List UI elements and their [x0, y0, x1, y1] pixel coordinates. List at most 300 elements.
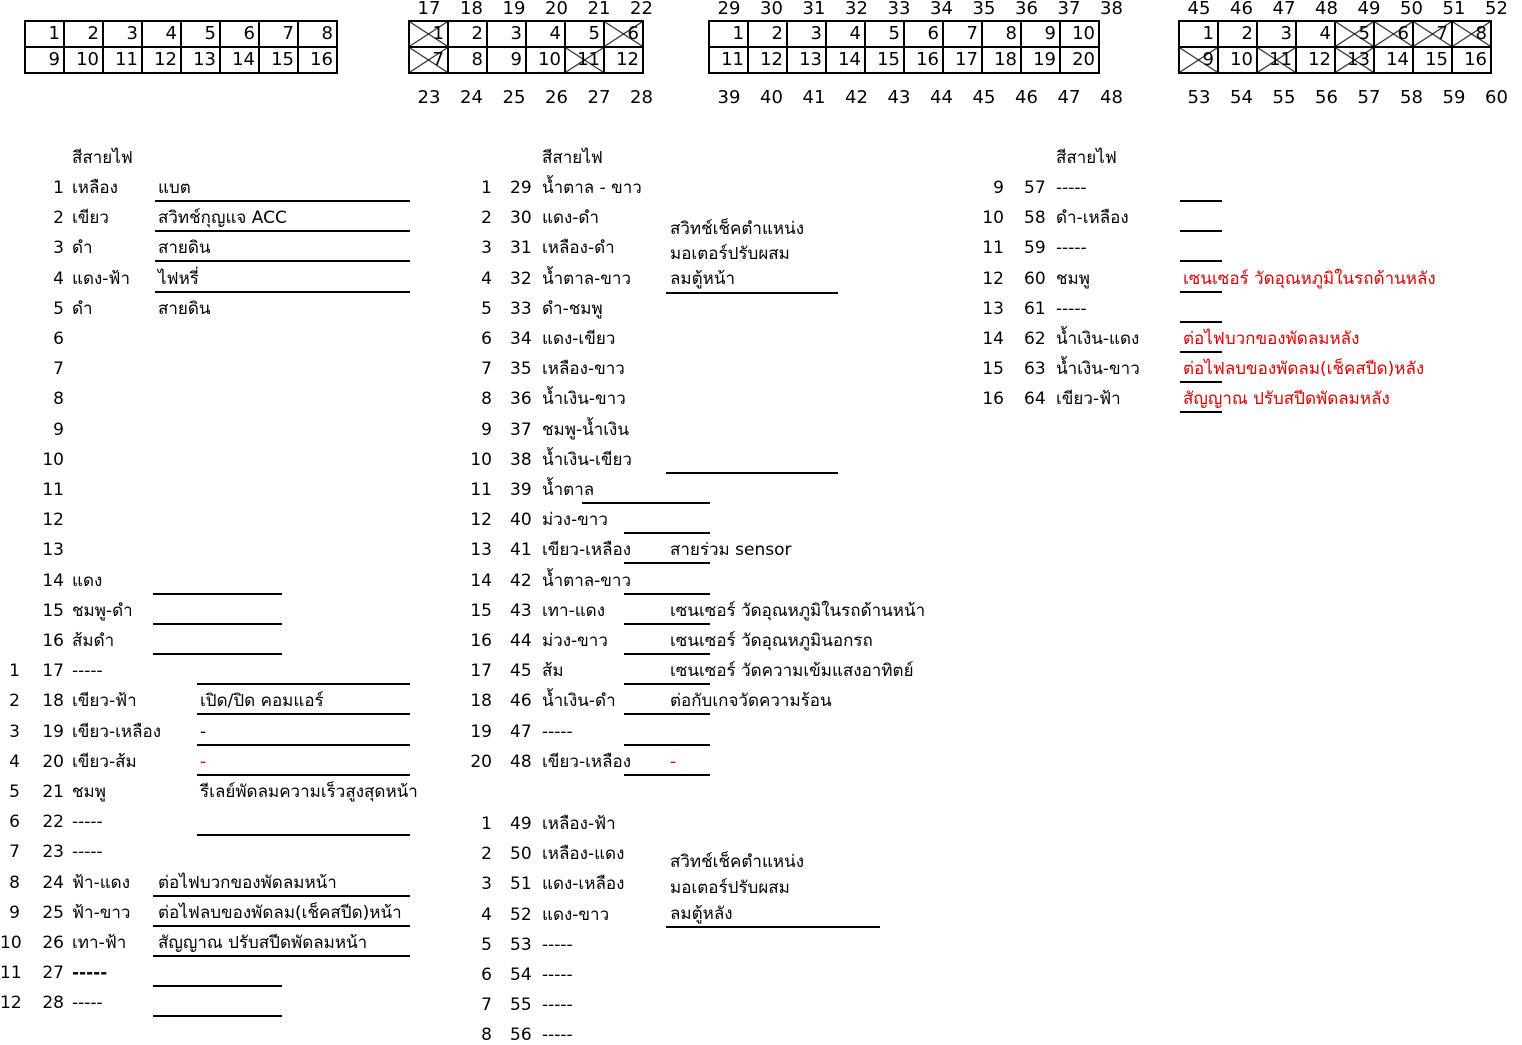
underline: [1180, 351, 1222, 353]
underline: [153, 925, 410, 927]
wire-color: เหลือง-แดง: [542, 844, 625, 865]
row-pin-number: 47: [510, 721, 532, 742]
motor-rear-label: มอเตอร์ปรับผสม: [670, 878, 790, 898]
wire-color: ฟ้า-แดง: [72, 872, 131, 893]
connector-pin-unused: 6: [1374, 21, 1413, 47]
pin-number-bottom: 42: [845, 87, 868, 108]
underline: [1180, 411, 1222, 413]
row-sub-number: 7: [9, 842, 20, 863]
motor-rear-label: ลมตู้หลัง: [670, 904, 733, 924]
row-pin-number: 42: [510, 570, 532, 591]
row-pin-number: 43: [510, 600, 532, 621]
row-pin-number: 58: [1024, 208, 1046, 229]
pin-number-top: 32: [845, 0, 868, 19]
connector-pin: 12: [604, 47, 643, 73]
wire-function: ต่อไฟลบของพัดลม(เช็คสปีด)หน้า: [158, 902, 402, 923]
wire-function: -: [670, 751, 677, 772]
pin-number-top: 20: [545, 0, 568, 19]
underline: [582, 502, 710, 504]
pin-number-bottom: 23: [417, 87, 441, 108]
motor-front-label: สวิทช์เช็คตำแหน่ง: [670, 219, 805, 239]
pin-number-bottom: 39: [717, 87, 741, 108]
row-pin-number: 17: [42, 661, 64, 682]
wire-color: ม่วง-ขาว: [542, 631, 608, 651]
connector-pin-unused: 1: [409, 21, 448, 47]
row-pin-number: 5: [53, 298, 64, 319]
connector-pin: 2: [748, 21, 787, 47]
col1-header: สีสายไฟ: [72, 148, 133, 168]
row-pin-number: 62: [1024, 329, 1046, 349]
connector-pin: 16: [904, 47, 943, 73]
pin-number-bottom: 41: [802, 87, 826, 108]
wire-color: -----: [1056, 298, 1087, 319]
underline: [197, 774, 410, 776]
wire-function: -: [200, 751, 207, 772]
row-sub-number: 17: [470, 661, 492, 682]
wire-color: แดง-ขาว: [542, 904, 610, 925]
underline: [1180, 200, 1222, 202]
row-sub-number: 15: [470, 600, 492, 621]
row-pin-number: 6: [53, 329, 64, 349]
connector-pin: 2: [1218, 21, 1257, 47]
connector-table: [24, 20, 338, 74]
underline: [1180, 321, 1222, 323]
wire-color: น้ำตาล-ขาว: [542, 570, 632, 591]
underline: [1180, 260, 1222, 262]
row-sub-number: 1: [481, 178, 492, 198]
underline: [624, 744, 710, 746]
row-pin-number: 37: [510, 419, 532, 440]
underline: [153, 1015, 282, 1017]
wire-color: ม่วง-ขาว: [542, 510, 608, 531]
connector-pin: 2: [448, 21, 487, 47]
wire-color: -----: [72, 812, 103, 833]
row-pin-number: 48: [510, 751, 532, 772]
row-pin-number: 44: [510, 631, 532, 651]
underline: [153, 623, 282, 625]
connector-pin: 3: [103, 21, 142, 47]
row-pin-number: 16: [42, 631, 64, 651]
wire-color: ชมพู: [72, 782, 106, 802]
pin-number-bottom: 44: [930, 87, 953, 108]
wire-color: แดง-ฟ้า: [72, 268, 131, 289]
pin-number-top: 31: [802, 0, 826, 19]
row-sub-number: 1: [9, 661, 20, 682]
connector-pin: 16: [1452, 47, 1491, 73]
pin-number-top: 48: [1315, 0, 1338, 19]
connector-pin: 10: [1060, 21, 1099, 47]
wire-color: เขียว-เหลือง: [542, 751, 632, 772]
wire-color: ดำ: [72, 238, 93, 259]
row-pin-number: 29: [510, 178, 532, 198]
wire-color: น้ำตาล: [542, 480, 595, 500]
row-pin-number: 55: [510, 995, 532, 1016]
wire-color: เขียว-ฟ้า: [72, 691, 137, 712]
pin-number-top: 46: [1230, 0, 1253, 19]
underline: [624, 532, 710, 534]
underline: [153, 593, 282, 595]
underline: [153, 895, 410, 897]
row-sub-number: 9: [481, 419, 492, 440]
underline: [624, 653, 710, 655]
wire-color: ส้ม: [542, 661, 564, 682]
row-sub-number: 5: [481, 934, 492, 955]
row-pin-number: 38: [510, 449, 532, 470]
row-sub-number: 2: [481, 844, 492, 865]
wire-color: น้ำตาล-ขาว: [542, 268, 632, 289]
connector-pin: 11: [103, 47, 142, 73]
row-pin-number: 7: [53, 359, 64, 380]
pin-number-top: 19: [502, 0, 526, 19]
underline: [624, 562, 710, 564]
pin-number-bottom: 25: [502, 87, 526, 108]
connector-pin: 4: [526, 21, 565, 47]
row-pin-number: 19: [42, 721, 64, 742]
connector-pin: 12: [748, 47, 787, 73]
wire-color: -----: [542, 721, 573, 742]
row-pin-number: 2: [53, 208, 64, 229]
wire-function: สวิทช์กุญแจ ACC: [158, 208, 287, 229]
row-pin-number: 39: [510, 480, 532, 500]
row-pin-number: 4: [53, 268, 64, 289]
underline: [197, 683, 410, 685]
connector-pin: 20: [1060, 47, 1099, 73]
pin-number-top: 35: [972, 0, 996, 19]
pin-number-bottom: 43: [887, 87, 911, 108]
underline: [197, 744, 410, 746]
row-pin-number: 9: [53, 419, 64, 440]
wire-function: รีเลย์พัดลมความเร็วสูงสุดหน้า: [200, 782, 418, 802]
row-sub-number: 5: [9, 782, 20, 802]
pin-number-bottom: 58: [1400, 87, 1423, 108]
wire-color: -----: [542, 934, 573, 955]
row-sub-number: 19: [470, 721, 492, 742]
pin-number-top: 30: [760, 0, 783, 19]
wire-color: -----: [542, 995, 573, 1016]
connector-pin: 9: [25, 47, 64, 73]
wire-color: -----: [1056, 238, 1087, 259]
row-pin-number: 56: [510, 1025, 532, 1045]
underline: [197, 834, 410, 836]
row-pin-number: 49: [510, 814, 532, 834]
wire-color: น้ำเงิน-ขาว: [542, 389, 626, 410]
row-pin-number: 54: [510, 965, 532, 985]
row-sub-number: 6: [9, 812, 20, 833]
wire-color: แดง-เหลือง: [542, 874, 625, 895]
pin-number-top: 45: [1187, 0, 1211, 19]
connector-pin: 5: [565, 21, 604, 47]
wire-color: ชมพู-น้ำเงิน: [542, 419, 629, 440]
underline: [624, 774, 710, 776]
underline: [1180, 291, 1222, 293]
row-sub-number: 14: [470, 570, 492, 591]
connector-pin: 13: [181, 47, 220, 73]
wire-color: เหลือง-ดำ: [542, 238, 615, 259]
row-pin-number: 60: [1024, 268, 1046, 289]
row-pin-number: 25: [42, 902, 64, 923]
connector-pin: 1: [709, 21, 748, 47]
underline: [153, 653, 282, 655]
row-pin-number: 46: [510, 691, 532, 712]
connector-pin: 14: [220, 47, 259, 73]
row-sub-number: 8: [481, 1025, 492, 1045]
row-sub-number: 3: [481, 874, 492, 895]
pin-number-bottom: 28: [630, 87, 653, 108]
pin-number-top: 18: [460, 0, 483, 19]
row-pin-number: 24: [42, 872, 64, 893]
wire-color: ชมพู-ดำ: [72, 600, 133, 621]
row-sub-number: 12: [470, 510, 492, 531]
pin-number-bottom: 48: [1100, 87, 1123, 108]
underline: [153, 955, 410, 957]
wire-function: เปิด/ปิด คอมแอร์: [200, 691, 324, 712]
underline: [624, 683, 710, 685]
connector-pin: 5: [865, 21, 904, 47]
pin-number-top: 29: [717, 0, 741, 19]
wire-function: เซนเซอร์ วัดอุณหภูมิในรถด้านหลัง: [1183, 268, 1436, 289]
underline: [1180, 381, 1222, 383]
underline: [624, 593, 710, 595]
row-sub-number: 4: [9, 751, 20, 772]
connector-pin: 3: [1257, 21, 1296, 47]
pin-number-bottom: 59: [1442, 87, 1466, 108]
connector-pin-unused: 7: [1413, 21, 1452, 47]
connector-pin-unused: 11: [1257, 47, 1296, 73]
connector-pin: 10: [526, 47, 565, 73]
row-sub-number: 11: [470, 480, 492, 500]
motor-rear-label: สวิทช์เช็คตำแหน่ง: [670, 852, 805, 872]
underline: [155, 200, 410, 202]
row-pin-number: 22: [42, 812, 64, 833]
row-sub-number: 4: [481, 904, 492, 925]
connector-pin-unused: 8: [1452, 21, 1491, 47]
row-pin-number: 12: [42, 510, 64, 531]
row-sub-number: 12: [0, 993, 22, 1014]
row-sub-number: 10: [0, 933, 22, 953]
row-sub-number: 1: [481, 814, 492, 834]
wire-function: ต่อกับเกจวัดความร้อน: [670, 691, 832, 712]
connector-pin: 6: [904, 21, 943, 47]
row-pin-number: 41: [510, 540, 532, 561]
row-pin-number: 45: [510, 661, 532, 682]
row-pin-number: 57: [1024, 178, 1046, 198]
pin-number-top: 34: [930, 0, 953, 19]
connector-pin: 15: [865, 47, 904, 73]
connector-pin-unused: 13: [1335, 47, 1374, 73]
wire-color: แดง-ดำ: [542, 208, 600, 229]
pin-number-top: 22: [630, 0, 653, 19]
pin-number-top: 49: [1357, 0, 1381, 19]
row-pin-number: 20: [42, 751, 64, 772]
row-sub-number: 5: [481, 298, 492, 319]
pin-number-bottom: 26: [545, 87, 568, 108]
row-pin-number: 26: [42, 933, 64, 953]
connector-pin: 10: [1218, 47, 1257, 73]
motor-front-label: มอเตอร์ปรับผสม: [670, 244, 790, 264]
connector-table: [708, 20, 1100, 74]
pin-number-top: 17: [417, 0, 441, 19]
wire-function: สายดิน: [158, 298, 211, 319]
connector-pin: 5: [181, 21, 220, 47]
wire-color: -----: [542, 1025, 573, 1045]
connector-pin: 8: [448, 47, 487, 73]
row-pin-number: 10: [42, 449, 64, 470]
wire-color: เหลือง-ฟ้า: [542, 814, 616, 834]
row-pin-number: 31: [510, 238, 532, 259]
connector-pin-unused: 11: [565, 47, 604, 73]
row-sub-number: 16: [982, 389, 1004, 410]
row-sub-number: 3: [481, 238, 492, 259]
row-pin-number: 63: [1024, 359, 1046, 380]
connector-pin: 4: [826, 21, 865, 47]
row-sub-number: 9: [993, 178, 1004, 198]
row-pin-number: 40: [510, 510, 532, 531]
row-pin-number: 61: [1024, 298, 1046, 319]
connector-pin: 4: [1296, 21, 1335, 47]
connector-pin: 3: [487, 21, 526, 47]
connector-pin: 15: [1413, 47, 1452, 73]
row-sub-number: 7: [481, 359, 492, 380]
underline: [666, 472, 838, 474]
row-sub-number: 12: [982, 268, 1004, 289]
row-sub-number: 6: [481, 329, 492, 349]
row-sub-number: 8: [481, 389, 492, 410]
wire-color: ส้มดำ: [72, 631, 115, 651]
wire-function: แบต: [158, 178, 191, 198]
row-sub-number: 7: [481, 995, 492, 1016]
pin-number-bottom: 40: [760, 87, 783, 108]
row-pin-number: 21: [42, 782, 64, 802]
row-sub-number: 2: [481, 208, 492, 229]
wire-color: -----: [1056, 178, 1087, 198]
row-pin-number: 18: [42, 691, 64, 712]
pin-number-top: 38: [1100, 0, 1123, 19]
wire-color: แดง-เขียว: [542, 329, 616, 349]
pin-number-bottom: 53: [1187, 87, 1211, 108]
connector-pin-unused: 7: [409, 47, 448, 73]
underline: [153, 985, 282, 987]
underline: [666, 926, 880, 928]
wire-color: น้ำเงิน-ขาว: [1056, 359, 1140, 380]
wire-color: -----: [72, 993, 103, 1014]
connector-pin: 3: [787, 21, 826, 47]
wire-function: เซนเซอร์ วัดอุณหภูมินอกรถ: [670, 631, 873, 651]
wire-color: แดง: [72, 570, 103, 591]
motor-front-label: ลมตู้หน้า: [670, 269, 736, 289]
underline: [624, 623, 710, 625]
row-pin-number: 13: [42, 540, 64, 561]
underline: [155, 230, 410, 232]
underline: [1180, 230, 1222, 232]
underline: [155, 291, 410, 293]
wire-function: สายดิน: [158, 238, 211, 259]
wire-function: -: [200, 721, 207, 742]
row-sub-number: 13: [470, 540, 492, 561]
connector-pin: 12: [142, 47, 181, 73]
row-pin-number: 3: [53, 238, 64, 259]
wire-color: ดำ-เหลือง: [1056, 208, 1129, 229]
wire-color: -----: [72, 661, 103, 682]
pin-number-top: 52: [1485, 0, 1508, 19]
pin-number-top: 36: [1015, 0, 1038, 19]
row-pin-number: 1: [53, 178, 64, 198]
wire-color: ฟ้า-ขาว: [72, 902, 131, 923]
connector-pin: 7: [259, 21, 298, 47]
wire-color: เขียว-เหลือง: [72, 721, 162, 742]
wire-function: เซนเซอร์ วัดอุณหภูมิในรถด้านหน้า: [670, 600, 926, 621]
row-pin-number: 27: [42, 963, 64, 984]
row-pin-number: 50: [510, 844, 532, 865]
row-sub-number: 13: [982, 298, 1004, 319]
row-sub-number: 15: [982, 359, 1004, 380]
pin-number-top: 50: [1400, 0, 1423, 19]
wire-color: น้ำเงิน-เขียว: [542, 449, 632, 470]
connector-table: [1178, 20, 1492, 74]
row-pin-number: 59: [1024, 238, 1046, 259]
connector-pin-unused: 6: [604, 21, 643, 47]
wire-color: เขียว-เหลือง: [542, 540, 632, 561]
underline: [155, 260, 410, 262]
row-sub-number: 16: [470, 631, 492, 651]
row-pin-number: 11: [42, 480, 64, 500]
wire-color: -----: [72, 963, 108, 984]
row-sub-number: 10: [470, 449, 492, 470]
pin-number-bottom: 24: [460, 87, 483, 108]
connector-pin: 10: [64, 47, 103, 73]
wire-color: น้ำเงิน-แดง: [1056, 329, 1140, 349]
wire-function: สายร่วม sensor: [670, 540, 792, 561]
connector-pin: 19: [1021, 47, 1060, 73]
pin-number-top: 21: [587, 0, 611, 19]
pin-number-bottom: 56: [1315, 87, 1338, 108]
wire-function: เซนเซอร์ วัดความเข้มแสงอาทิตย์: [670, 661, 914, 682]
row-pin-number: 15: [42, 600, 64, 621]
row-sub-number: 10: [982, 208, 1004, 229]
connector-pin-unused: 5: [1335, 21, 1374, 47]
wire-color: -----: [542, 965, 573, 985]
row-pin-number: 8: [53, 389, 64, 410]
wire-function: ต่อไฟบวกของพัดลมหลัง: [1183, 329, 1360, 349]
connector-pin: 14: [826, 47, 865, 73]
pin-number-top: 47: [1272, 0, 1296, 19]
wire-function: ไฟหรี่: [158, 268, 199, 289]
pin-number-bottom: 47: [1057, 87, 1081, 108]
row-sub-number: 11: [982, 238, 1004, 259]
connector-pin: 9: [1021, 21, 1060, 47]
connector-pin: 15: [259, 47, 298, 73]
wire-color: เขียว-ส้ม: [72, 751, 137, 772]
wire-color: เหลือง: [72, 178, 118, 198]
row-pin-number: 36: [510, 389, 532, 410]
wire-color: น้ำเงิน-ดำ: [542, 691, 616, 712]
row-sub-number: 8: [9, 872, 20, 893]
pin-number-bottom: 55: [1272, 87, 1296, 108]
wire-function: ต่อไฟบวกของพัดลมหน้า: [158, 872, 337, 893]
row-pin-number: 34: [510, 329, 532, 349]
connector-pin-unused: 9: [1179, 47, 1218, 73]
connector-pin: 8: [298, 21, 337, 47]
wire-color: เทา-ฟ้า: [72, 933, 127, 953]
connector-pin: 14: [1374, 47, 1413, 73]
row-pin-number: 33: [510, 298, 532, 319]
pin-number-bottom: 27: [587, 87, 611, 108]
col3-header: สีสายไฟ: [1056, 148, 1117, 168]
pin-number-bottom: 60: [1485, 87, 1508, 108]
row-pin-number: 52: [510, 904, 532, 925]
pin-number-top: 33: [887, 0, 911, 19]
wire-color: เขียว: [72, 208, 109, 229]
connector-pin: 16: [298, 47, 337, 73]
